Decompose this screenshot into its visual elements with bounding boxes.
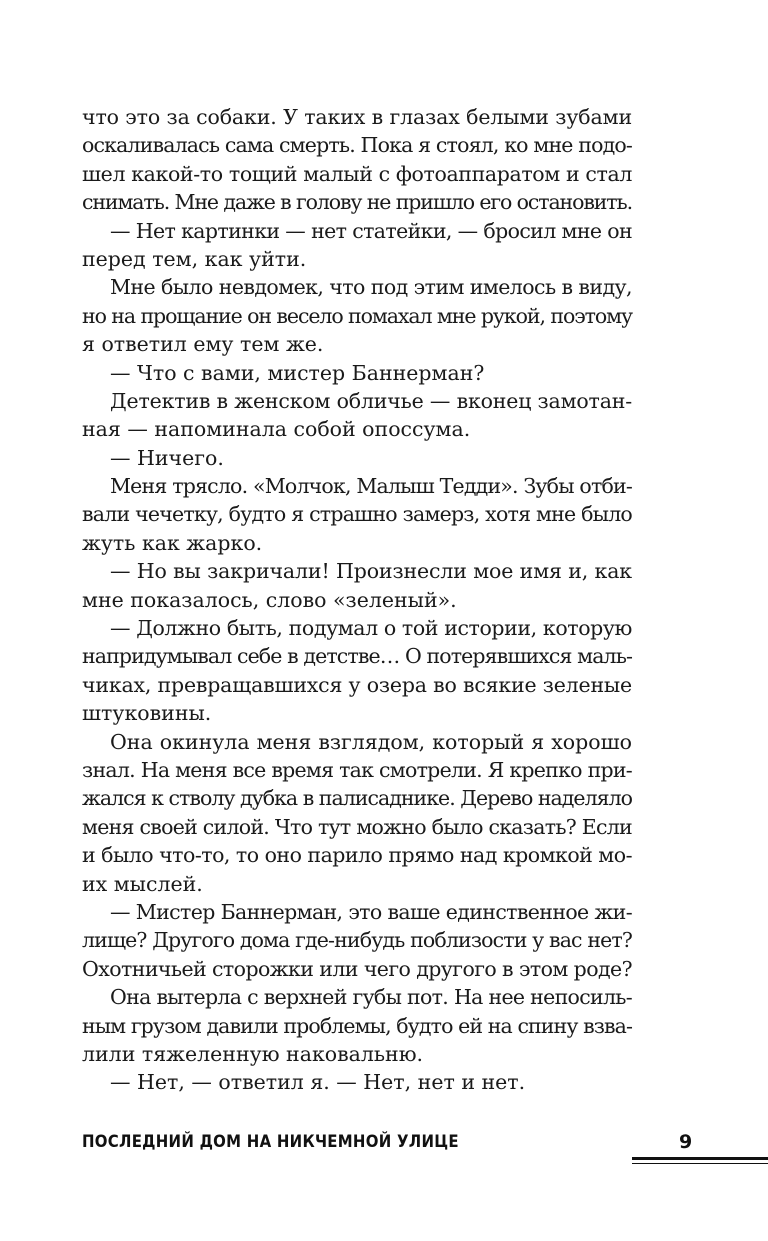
text-line: напридумывал себе в детстве… О потерявшихся маль- bbox=[82, 644, 632, 669]
text-line: оскаливалась сама смерть. Пока я стоял, ко мне подо- bbox=[82, 133, 632, 158]
text-line: — Нет, — ответил я. — Нет, нет и нет. bbox=[110, 1070, 526, 1095]
text-line: Охотничьей сторожки или чего другого в этом роде? bbox=[82, 956, 632, 981]
text-line: жался к стволу дубка в палисаднике. Дерево наделяло bbox=[82, 786, 632, 811]
text-line: мне показалось, слово «зеленый». bbox=[82, 587, 457, 612]
text-line: — Ничего. bbox=[110, 445, 224, 470]
text-line: — Нет картинки — нет статейки, — бросил мне он bbox=[110, 218, 632, 243]
text-line: но на прощание он весело помахал мне рукой, поэтому bbox=[82, 303, 632, 328]
text-line: я ответил ему тем же. bbox=[82, 332, 324, 357]
text-line: — Но вы закричали! Произнесли мое имя и, как bbox=[110, 559, 632, 584]
text-line: и было что-то, то оно парило прямо над кромкой мо- bbox=[82, 843, 632, 868]
running-title: ПОСЛЕДНИЙ ДОМ НА НИКЧЕМНОЙ УЛИЦЕ bbox=[82, 1132, 459, 1152]
text-line: Она окинула меня взглядом, который я хорошо bbox=[110, 729, 632, 754]
body-text bbox=[82, 103, 632, 1097]
text-line: меня своей силой. Что тут можно было сказать? Если bbox=[82, 814, 632, 839]
text-line: — Что с вами, мистер Баннерман? bbox=[110, 360, 485, 385]
text-line: шел какой-то тощий малый с фотоаппаратом и стал bbox=[82, 161, 632, 186]
text-line: Она вытерла с верхней губы пот. На нее непосиль- bbox=[110, 985, 632, 1010]
text-line: вали чечетку, будто я страшно замерз, хотя мне было bbox=[82, 502, 632, 527]
text-line: их мыслей. bbox=[82, 871, 203, 896]
text-line: Меня трясло. «Молчок, Малыш Тедди». Зубы отби- bbox=[110, 474, 632, 499]
footer-rule-thick bbox=[632, 1157, 768, 1160]
page-number: 9 bbox=[679, 1131, 693, 1153]
text-line: жуть как жарко. bbox=[82, 530, 263, 555]
text-line: — Мистер Баннерман, это ваше единственное жи- bbox=[110, 899, 632, 924]
text-line: перед тем, как уйти. bbox=[82, 246, 307, 271]
text-line: Детектив в женском обличье — вконец замотан- bbox=[110, 388, 632, 413]
text-line: — Должно быть, подумал о той истории, которую bbox=[110, 616, 632, 641]
text-line: штуковины. bbox=[82, 701, 212, 726]
text-line: лили тяжеленную наковальню. bbox=[82, 1041, 424, 1066]
text-line: чиках, превращавшихся у озера во всякие зеленые bbox=[82, 672, 632, 697]
text-line: лище? Другого дома где-нибудь поблизости у вас нет? bbox=[82, 928, 632, 953]
text-line: что это за собаки. У таких в глазах белыми зубами bbox=[82, 105, 632, 129]
text-line: ным грузом давили проблемы, будто ей на спину взва- bbox=[82, 1013, 632, 1038]
text-line: ная — напоминала собой опоссума. bbox=[82, 417, 471, 442]
text-line: знал. На меня все время так смотрели. Я крепко при- bbox=[82, 757, 632, 782]
footer-rule-thin bbox=[632, 1163, 768, 1164]
text-line: снимать. Мне даже в голову не пришло его остановить. bbox=[82, 190, 632, 215]
page-footer bbox=[82, 1130, 768, 1170]
text-line: Мне было невдомек, что под этим имелось в виду, bbox=[110, 275, 632, 300]
